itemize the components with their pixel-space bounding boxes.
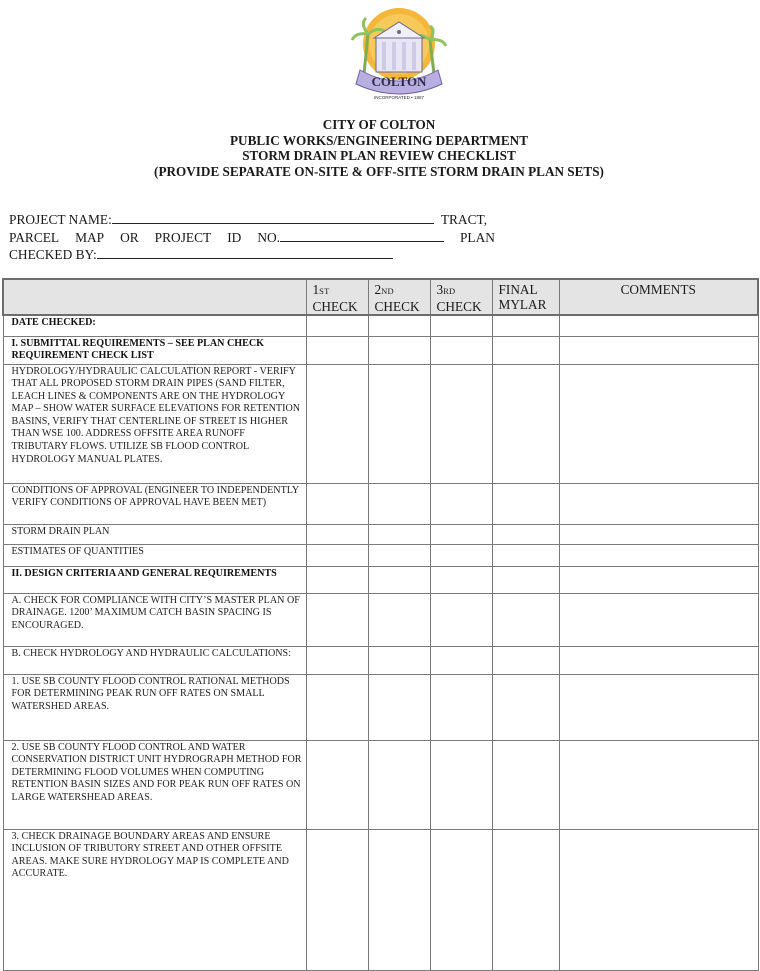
tract-label: TRACT,: [440, 212, 488, 227]
final-mylar-cell[interactable]: [492, 544, 559, 566]
third-check-cell[interactable]: [430, 315, 492, 336]
first-check-cell[interactable]: [306, 364, 368, 483]
table-row: [3, 674, 758, 740]
checklist-item-text: 1. USE SB COUNTY FLOOD CONTROL RATIONAL METHODS FOR DETERMINING PEAK RUN OFF RATES ON SMALL WATERSHED AREAS.: [11, 675, 290, 712]
no-word: NO.: [257, 229, 281, 245]
first-check-cell[interactable]: [306, 315, 368, 336]
checklist-item-text: A. CHECK FOR COMPLIANCE WITH CITY’S MASTER PLAN OF DRAINAGE. 1200’ MAXIMUM CATCH BASIN SPACING IS ENCOURAGED.: [11, 594, 300, 631]
table-row: [3, 483, 758, 524]
checklist-item-text: 3. CHECK DRAINAGE BOUNDARY AREAS AND ENSURE INCLUSION OF TRIBUTORY STREET AND OTHER OFFSITE AREAS. MAKE SURE HYDROLOGY MAP IS COMPLETE AND ACCURATE.: [11, 830, 289, 880]
table-row: [3, 315, 758, 336]
comments-cell[interactable]: [559, 566, 758, 593]
second-check-cell[interactable]: [368, 674, 430, 740]
checklist-item-label: [3, 566, 306, 593]
second-check-cell[interactable]: [368, 740, 430, 829]
checklist-item-label: [3, 336, 306, 364]
final-mylar-cell[interactable]: [492, 740, 559, 829]
checklist-item-text: 2. USE SB COUNTY FLOOD CONTROL AND WATER CONSERVATION DISTRICT UNIT HYDROGRAPH METHOD FOR DETERMINING FLOOD VOLUMES WHEN COMPUTING RETENTION BASIN SIZES AND FOR PEAK RUN OFF RATES ON LARGE WATERSHEAD AREAS.: [11, 741, 302, 803]
checked-by-field[interactable]: [97, 246, 393, 259]
checklist-item-label: [3, 740, 306, 829]
final-mylar-cell[interactable]: [492, 524, 559, 544]
column-header-2nd-check: 2ND CHECK: [368, 279, 430, 315]
map-word: MAP: [75, 229, 105, 245]
svg-text:INCORPORATED • 1887: INCORPORATED • 1887: [373, 95, 425, 100]
table-row: [3, 646, 758, 674]
table-row: [3, 740, 758, 829]
comments-cell[interactable]: [559, 364, 758, 483]
document-title-block: [0, 117, 760, 179]
checklist-item-label: [3, 483, 306, 524]
checklist-item-label: [3, 315, 306, 336]
project-name-label: PROJECT NAME:: [9, 212, 112, 227]
third-check-cell[interactable]: [430, 544, 492, 566]
item-column-header: [3, 279, 306, 315]
checklist-item-text: STORM DRAIN PLAN: [11, 525, 110, 537]
comments-cell[interactable]: [559, 593, 758, 646]
third-check-cell[interactable]: [430, 740, 492, 829]
colton-seal-icon: [344, 4, 454, 104]
comments-cell[interactable]: [559, 336, 758, 364]
project-info-fields: [9, 211, 495, 264]
checklist-item-text: B. CHECK HYDROLOGY AND HYDRAULIC CALCULATIONS:: [11, 647, 291, 659]
column-header-3rd-check: 3RD CHECK: [430, 279, 492, 315]
checklist-item-text: DATE CHECKED:: [11, 317, 96, 328]
second-check-cell[interactable]: [368, 593, 430, 646]
first-check-cell[interactable]: [306, 566, 368, 593]
column-header-final-mylar: FINAL MYLAR: [492, 279, 559, 315]
second-check-cell[interactable]: [368, 829, 430, 970]
first-check-cell[interactable]: [306, 674, 368, 740]
second-check-cell[interactable]: [368, 646, 430, 674]
third-check-cell[interactable]: [430, 674, 492, 740]
checklist-item-label: [3, 646, 306, 674]
third-check-cell[interactable]: [430, 483, 492, 524]
second-check-cell[interactable]: [368, 544, 430, 566]
second-check-cell[interactable]: [368, 315, 430, 336]
checklist-item-label: [3, 364, 306, 483]
table-row: [3, 829, 758, 970]
city-seal-logo: [344, 4, 454, 104]
plan-label: PLAN: [459, 229, 495, 245]
checklist-item-text: CONDITIONS OF APPROVAL (ENGINEER TO INDEPENDENTLY VERIFY CONDITIONS OF APPROVAL HAVE BEEN MET): [11, 484, 299, 509]
first-check-cell[interactable]: [306, 593, 368, 646]
project-name-row: [9, 211, 495, 229]
checklist-item-text: II. DESIGN CRITERIA AND GENERAL REQUIREMENTS: [11, 567, 277, 579]
table-row: [3, 593, 758, 646]
final-mylar-cell[interactable]: [492, 315, 559, 336]
second-check-cell[interactable]: [368, 524, 430, 544]
second-check-cell[interactable]: [368, 483, 430, 524]
checklist-item-label: [3, 674, 306, 740]
comments-cell[interactable]: [559, 740, 758, 829]
checklist-item-label: [3, 829, 306, 970]
third-check-cell[interactable]: [430, 566, 492, 593]
third-check-cell[interactable]: [430, 336, 492, 364]
checklist-item-label: [3, 593, 306, 646]
first-check-cell[interactable]: [306, 544, 368, 566]
department-title: PUBLIC WORKS/ENGINEERING DEPARTMENT: [229, 132, 528, 148]
third-check-cell[interactable]: [430, 364, 492, 483]
checked-by-label: CHECKED BY:: [9, 247, 97, 262]
final-mylar-cell[interactable]: [492, 566, 559, 593]
table-header-row: [3, 279, 758, 315]
id-word: ID: [227, 229, 242, 245]
table-row: [3, 336, 758, 364]
comments-cell[interactable]: [559, 674, 758, 740]
final-mylar-cell[interactable]: [492, 646, 559, 674]
final-mylar-cell[interactable]: [492, 829, 559, 970]
comments-cell[interactable]: [559, 646, 758, 674]
table-row: [3, 566, 758, 593]
second-check-cell[interactable]: [368, 566, 430, 593]
project-name-field[interactable]: [112, 211, 434, 224]
comments-cell[interactable]: [559, 315, 758, 336]
review-checklist-table: [2, 278, 759, 971]
final-mylar-cell[interactable]: [492, 593, 559, 646]
second-check-cell[interactable]: [368, 364, 430, 483]
table-row: [3, 524, 758, 544]
instructions-subtitle: (PROVIDE SEPARATE ON-SITE & OFF-SITE STORM DRAIN PLAN SETS): [154, 163, 604, 179]
first-check-cell[interactable]: [306, 483, 368, 524]
comments-cell[interactable]: [559, 544, 758, 566]
checklist-title: STORM DRAIN PLAN REVIEW CHECKLIST: [242, 148, 516, 164]
third-check-cell[interactable]: [430, 829, 492, 970]
project-word: PROJECT: [154, 229, 212, 245]
third-check-cell[interactable]: [430, 593, 492, 646]
column-header-comments: COMMENTS: [559, 279, 758, 315]
final-mylar-cell[interactable]: [492, 364, 559, 483]
checked-by-row: [9, 246, 495, 264]
checklist-item-text: HYDROLOGY/HYDRAULIC CALCULATION REPORT - VERIFY THAT ALL PROPOSED STORM DRAIN PIPES (SAND FILTER, LEACH LINES & COMPONENTS ARE ON THE HYDROLOGY MAP – SHOW WATER SURFACE ELEVATIONS FOR RETENTION BASINS, VERIFY THAT CENTERLINE OF STREET IS HIGHER THAN WSE 100. ADDRESS OFFSITE AREA RUNOFF TRIBUTARY FLOWS. UTILIZE SB FLOOD CONTROL HYDROLOGY MANUAL PLATES.: [11, 365, 301, 465]
comments-cell[interactable]: [559, 829, 758, 970]
first-check-cell[interactable]: [306, 829, 368, 970]
project-id-field[interactable]: [280, 229, 444, 242]
third-check-cell[interactable]: [430, 646, 492, 674]
table-row: [3, 364, 758, 483]
table-row: [3, 544, 758, 566]
comments-cell[interactable]: [559, 524, 758, 544]
or-word: OR: [120, 229, 139, 245]
second-check-cell[interactable]: [368, 336, 430, 364]
final-mylar-cell[interactable]: [492, 674, 559, 740]
final-mylar-cell[interactable]: [492, 336, 559, 364]
checklist-rows: [3, 315, 758, 970]
first-check-cell[interactable]: [306, 646, 368, 674]
third-check-cell[interactable]: [430, 524, 492, 544]
city-name-title: CITY OF COLTON: [322, 117, 436, 132]
checklist-item-label: [3, 544, 306, 566]
parcel-map-row: [9, 229, 495, 247]
checklist-item-text: ESTIMATES OF QUANTITIES: [11, 545, 144, 557]
checklist-item-text: I. SUBMITTAL REQUIREMENTS – SEE PLAN CHECK REQUIREMENT CHECK LIST: [11, 337, 264, 362]
svg-text:COLTON: COLTON: [371, 74, 427, 89]
first-check-cell[interactable]: [306, 336, 368, 364]
first-check-cell[interactable]: [306, 524, 368, 544]
column-header-1st-check: 1ST CHECK: [306, 279, 368, 315]
comments-cell[interactable]: [559, 483, 758, 524]
first-check-cell[interactable]: [306, 740, 368, 829]
parcel-word: PARCEL: [9, 229, 60, 245]
checklist-item-label: [3, 524, 306, 544]
final-mylar-cell[interactable]: [492, 483, 559, 524]
